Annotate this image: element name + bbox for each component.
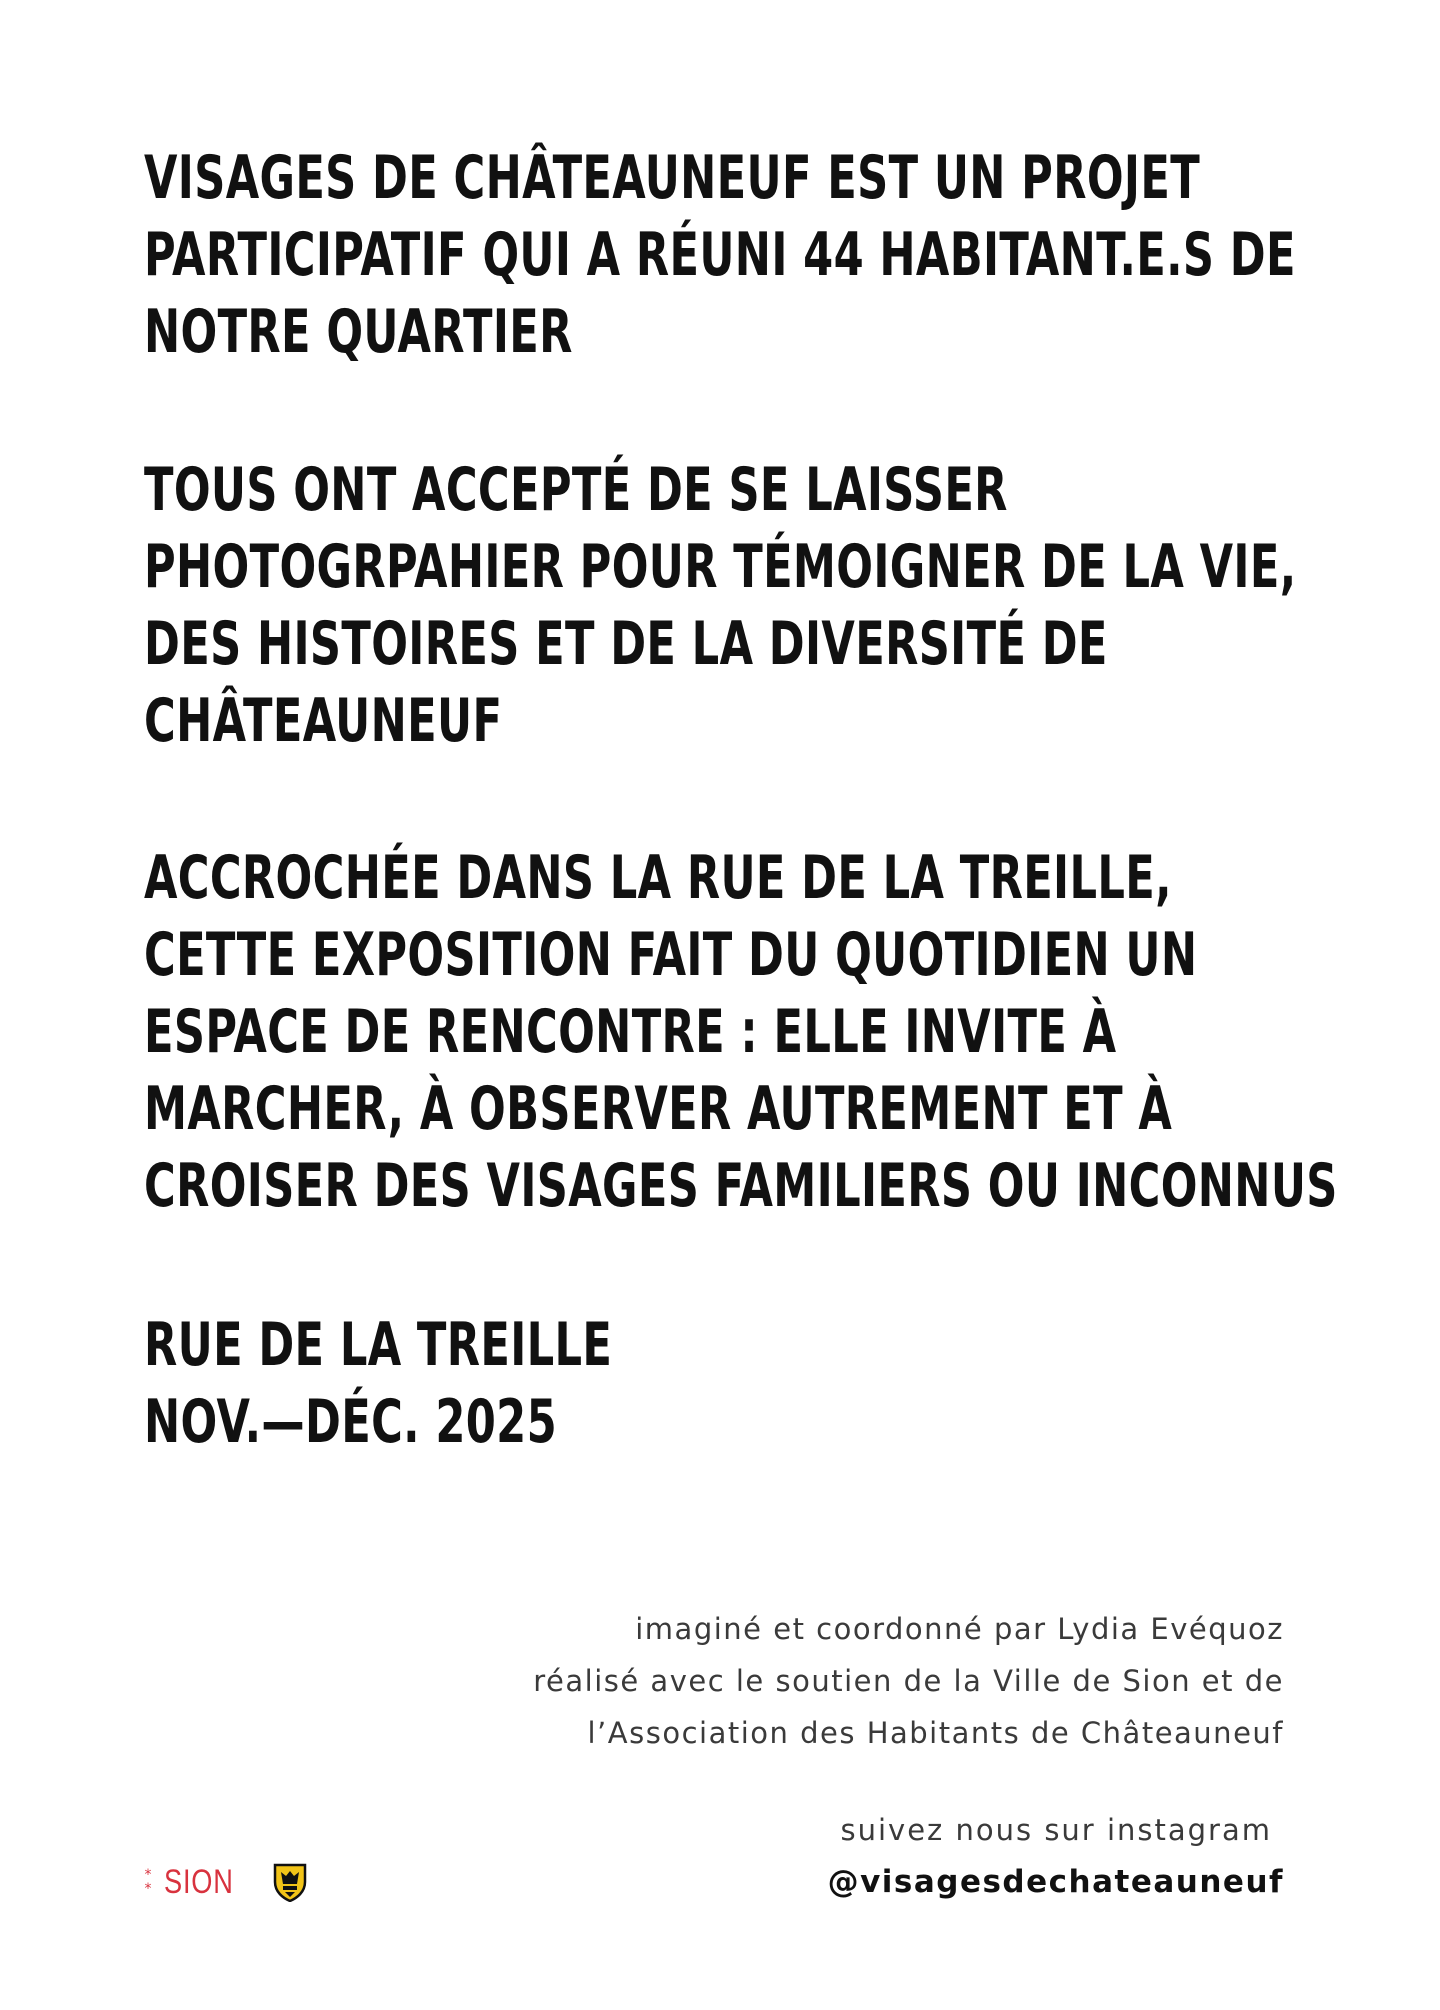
sponsor-logos <box>140 1857 307 1907</box>
participants-line-3: DES HISTOIRES ET DE LA DIVERSITÉ DE <box>144 609 1108 679</box>
participants-line-4: CHÂTEAUNEUF <box>144 686 503 756</box>
credit-line-3: l’Association des Habitants de Châteauneuf <box>587 1716 1284 1750</box>
credit-line-2: réalisé avec le soutien de la Ville de Sion et de <box>533 1664 1284 1698</box>
credit-line-1: imaginé et coordonné par Lydia Evéquoz <box>635 1612 1284 1646</box>
exhibition-line-3: ESPACE DE RENCONTRE : ELLE INVITE À <box>144 997 1117 1067</box>
sion-logo-text: SION <box>164 1862 234 1901</box>
event-info <box>144 1307 612 1461</box>
sion-star: * <box>144 1881 152 1897</box>
sion-stars-icon <box>140 1868 156 1896</box>
chateauneuf-crest-icon <box>273 1862 307 1902</box>
event-location: RUE DE LA TREILLE <box>144 1310 613 1380</box>
exhibition-line-2: CETTE EXPOSITION FAIT DU QUOTIDIEN UN <box>144 920 1198 990</box>
intro-line-1: VISAGES DE CHÂTEAUNEUF EST UN PROJET <box>144 143 1201 213</box>
participants-line-2: PHOTOGRPAHIER POUR TÉMOIGNER DE LA VIE, <box>144 532 1297 602</box>
instagram-prompt: suivez nous sur instagram <box>840 1813 1272 1847</box>
event-dates: NOV.—DÉC. 2025 <box>144 1387 557 1457</box>
intro-line-2: PARTICIPATIF QUI A RÉUNI 44 HABITANT.E.S DE <box>144 220 1296 290</box>
exhibition-line-1: ACCROCHÉE DANS LA RUE DE LA TREILLE, <box>144 843 1172 913</box>
exhibition-paragraph <box>144 840 1338 1225</box>
intro-line-3: NOTRE QUARTIER <box>144 297 573 367</box>
participants-paragraph <box>144 452 1296 760</box>
instagram-handle: @visagesdechateauneuf <box>827 1864 1284 1900</box>
exhibition-line-5: CROISER DES VISAGES FAMILIERS OU INCONNUS <box>144 1151 1338 1221</box>
exhibition-line-4: MARCHER, À OBSERVER AUTREMENT ET À <box>144 1074 1173 1144</box>
intro-paragraph <box>144 140 1296 371</box>
participants-line-1: TOUS ONT ACCEPTÉ DE SE LAISSER <box>144 455 1008 525</box>
sion-star: * <box>144 1867 152 1883</box>
credits-block <box>533 1603 1284 1759</box>
